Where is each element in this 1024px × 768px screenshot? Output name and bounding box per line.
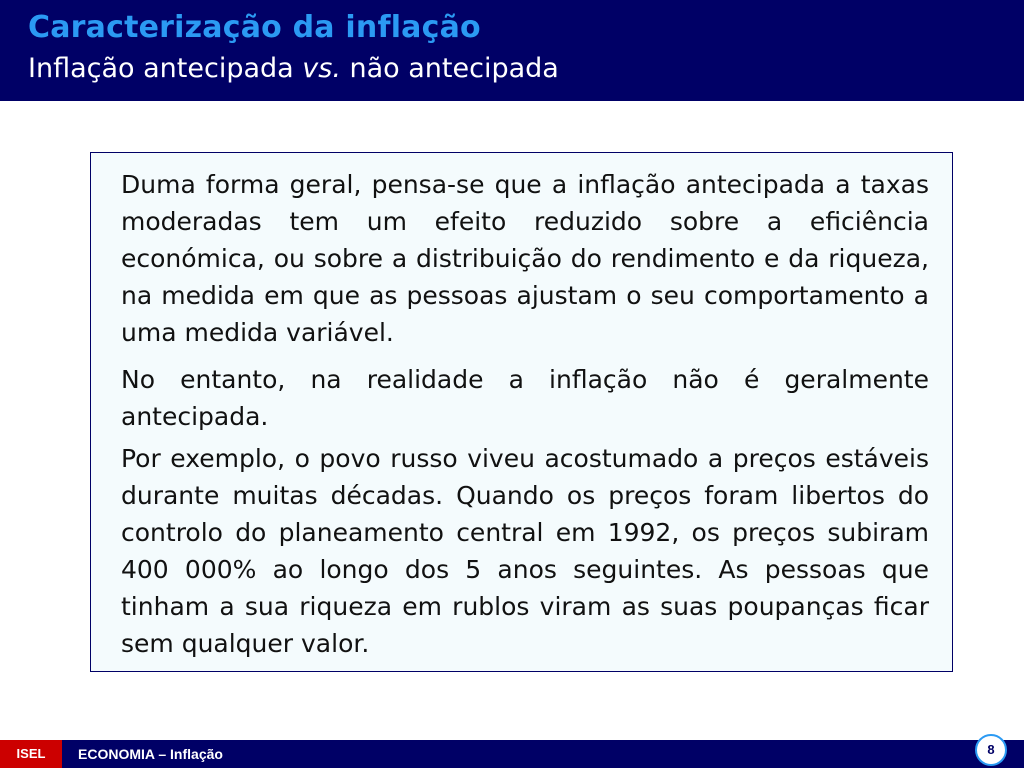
paragraph-3: Por exemplo, o povo russo viveu acostumado a preços estáveis durante muitas décadas. Quando os preços foram libertos do controlo do planeamento central em 1992, os preços subiram 400 000% ao longo dos 5 anos seguintes. As pessoas que tinham a sua riqueza em rublos viram as suas poupanças ficar sem qualquer valor. [121,444,929,658]
paragraph-2: No entanto, na realidade a inflação não é geralmente antecipada. [121,365,929,431]
paragraph-1: Duma forma geral, pensa-se que a inflação antecipada a taxas moderadas tem um efeito reduzido sobre a eficiência económica, ou sobre a distribuição do rendimento e da riqueza, na medida em que as pessoas ajustam o seu comportamento a uma medida variável. [121,170,929,347]
footer-course-title: ECONOMIA – Inflação [78,746,223,762]
slide-title: Caracterização da inflação [28,10,481,45]
subtitle-italic-text: vs. [302,53,341,84]
subtitle-text-end: não antecipada [340,53,559,84]
page-number-badge: 8 [975,734,1007,766]
footer-logo-tag: ISEL [0,740,62,768]
slide-header [0,0,1024,101]
content-box [90,152,953,672]
slide-subtitle [28,53,559,84]
subtitle-text-start: Inflação antecipada [28,53,303,84]
slide-footer [0,740,1024,768]
